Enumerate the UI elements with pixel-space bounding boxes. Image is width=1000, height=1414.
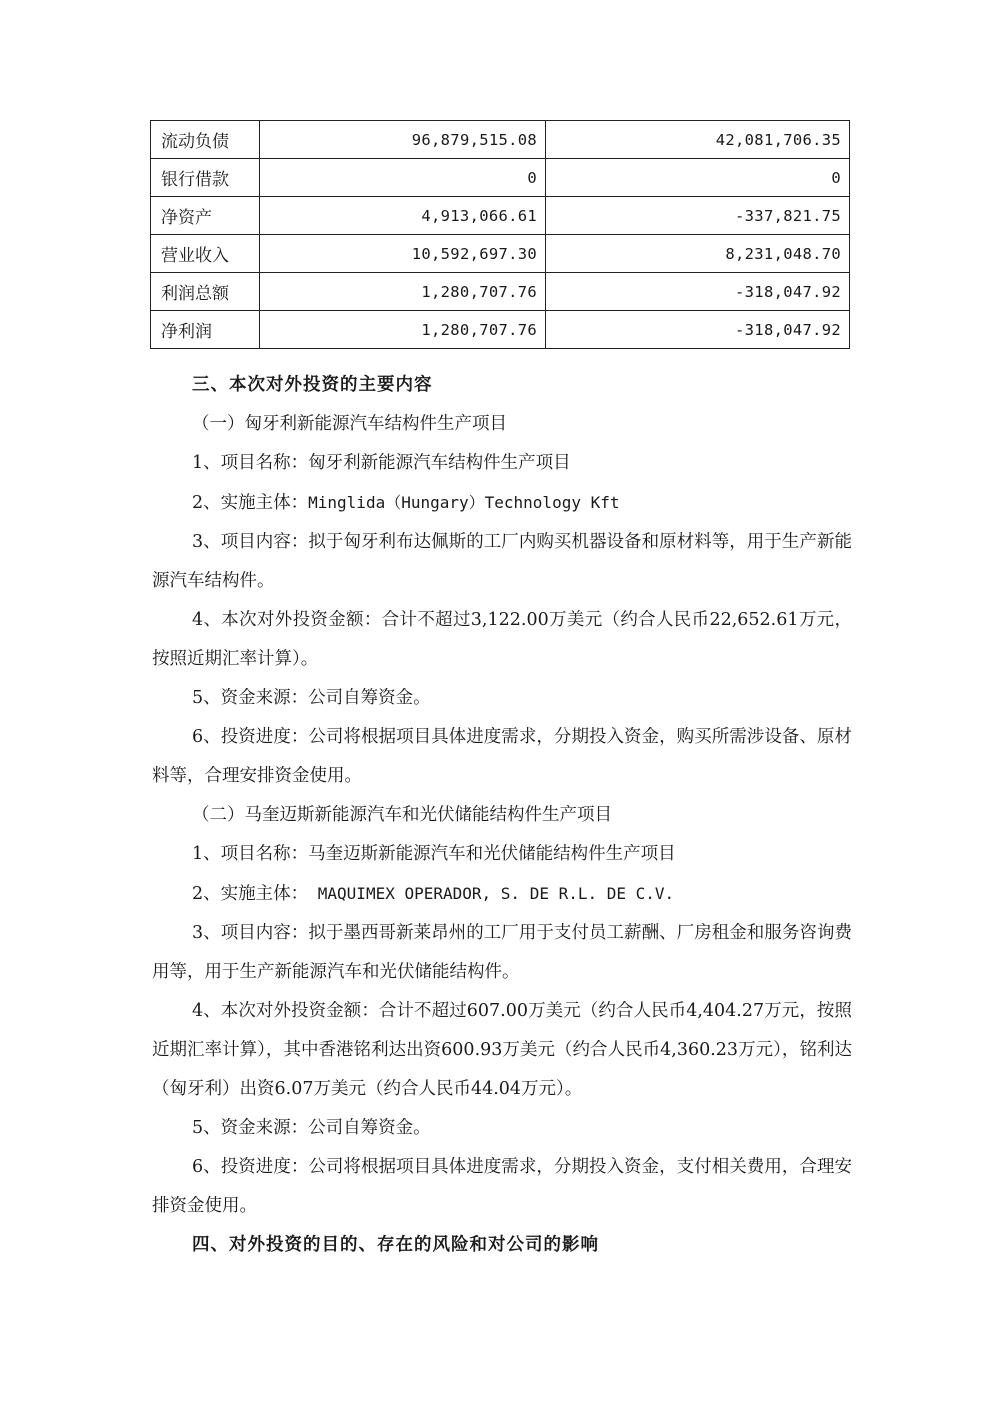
project-2-source: 5、资金来源：公司自筹资金。	[192, 1118, 431, 1138]
section-3-heading: 三、本次对外投资的主要内容	[192, 375, 433, 395]
row-label: 流动负债	[151, 121, 260, 159]
section-4-heading: 四、对外投资的目的、存在的风险和对公司的影响	[192, 1235, 599, 1255]
table-row	[151, 121, 850, 159]
entity-name: MAQUIMEX OPERADOR, S. DE R.L. DE C.V.	[308, 884, 675, 903]
value-cell: 4,913,066.61	[260, 197, 546, 235]
entity-name: Minglida（Hungary）Technology Kft	[308, 493, 620, 512]
row-label: 营业收入	[151, 235, 260, 273]
project-2-entity	[152, 874, 852, 914]
value-cell: 0	[546, 159, 850, 197]
entity-label: 2、实施主体：	[192, 493, 309, 513]
entity-label: 2、实施主体：	[192, 884, 309, 904]
project-1-content: 3、项目内容：拟于匈牙利布达佩斯的工厂内购买机器设备和原材料等，用于生产新能源汽车结构件。	[152, 532, 852, 591]
project-1-name: 1、项目名称：匈牙利新能源汽车结构件生产项目	[192, 453, 571, 473]
project-1-amount: 4、本次对外投资金额：合计不超过3,122.00万美元（约合人民币22,652.61万元，按照近期汇率计算）。	[152, 610, 852, 669]
table-row	[151, 197, 850, 235]
value-cell: 42,081,706.35	[546, 121, 850, 159]
document-body	[152, 366, 852, 1265]
value-cell: 96,879,515.08	[260, 121, 546, 159]
value-cell: 8,231,048.70	[546, 235, 850, 273]
value-cell: 1,280,707.76	[260, 273, 546, 311]
table-row	[151, 159, 850, 197]
financial-table	[150, 120, 850, 349]
value-cell: -318,047.92	[546, 311, 850, 349]
project-2-name: 1、项目名称：马奎迈斯新能源汽车和光伏储能结构件生产项目	[192, 844, 676, 864]
table-row	[151, 235, 850, 273]
value-cell: -337,821.75	[546, 197, 850, 235]
project-1-title: （一）匈牙利新能源汽车结构件生产项目	[192, 414, 507, 434]
project-1-entity	[152, 483, 852, 523]
value-cell: 0	[260, 159, 546, 197]
row-label: 银行借款	[151, 159, 260, 197]
row-label: 净资产	[151, 197, 260, 235]
value-cell: 10,592,697.30	[260, 235, 546, 273]
project-2-amount: 4、本次对外投资金额：合计不超过607.00万美元（约合人民币4,404.27万元，按照近期汇率计算），其中香港铭利达出资600.93万美元（约合人民币4,360.23万元），铭利达（匈牙利）出资6.07万美元（约合人民币44.04万元）。	[152, 1001, 852, 1099]
table-row	[151, 273, 850, 311]
value-cell: 1,280,707.76	[260, 311, 546, 349]
project-1-progress: 6、投资进度：公司将根据项目具体进度需求，分期投入资金，购买所需涉设备、原材料等，合理安排资金使用。	[152, 727, 852, 786]
project-1-source: 5、资金来源：公司自筹资金。	[192, 688, 431, 708]
row-label: 净利润	[151, 311, 260, 349]
project-2-progress: 6、投资进度：公司将根据项目具体进度需求，分期投入资金，支付相关费用，合理安排资金使用。	[152, 1157, 852, 1216]
project-2-content: 3、项目内容：拟于墨西哥新莱昂州的工厂用于支付员工薪酬、厂房租金和服务咨询费用等，用于生产新能源汽车和光伏储能结构件。	[152, 923, 852, 982]
project-2-title: （二）马奎迈斯新能源汽车和光伏储能结构件生产项目	[192, 805, 612, 825]
table-row	[151, 311, 850, 349]
row-label: 利润总额	[151, 273, 260, 311]
value-cell: -318,047.92	[546, 273, 850, 311]
